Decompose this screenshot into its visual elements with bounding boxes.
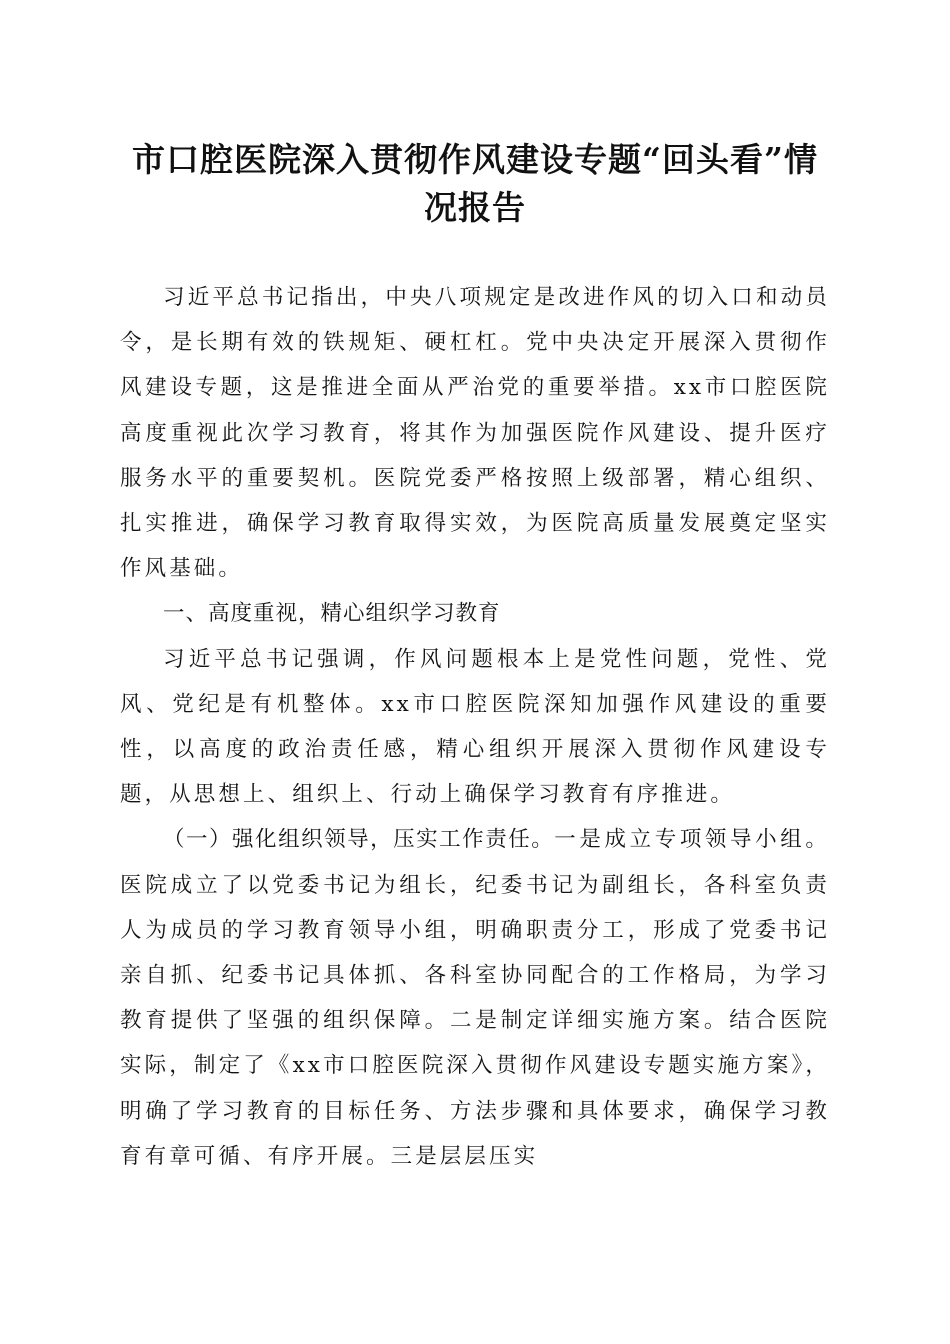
subsection-1-lead: （一）强化组织领导，压实工作责任。 [163, 827, 555, 853]
subsection-1-body: 一是成立专项领导小组。医院成立了以党委书记为组长，纪委书记为副组长，各科室负责人为成员的学习教育领导小组，明确职责分工，形成了党委书记亲自抓、纪委书记具体抓、各科室协同配合的工作格局，为学习教育提供了坚强的组织保障。二是制定详细实施方案。结合医院实际，制定了《xx市口腔医院深入贯彻作风建设专题实施方案》，明确了学习教育的目标任务、方法步骤和具体要求，确保学习教育有章可循、有序开展。三是层层压实 [120, 827, 830, 1169]
document-title: 市口腔医院深入贯彻作风建设专题“回头看”情况报告 [132, 140, 818, 227]
intro-paragraph: 习近平总书记指出，中央八项规定是改进作风的切入口和动员令，是长期有效的铁规矩、硬杠杠。党中央决定开展深入贯彻作风建设专题，这是推进全面从严治党的重要举措。xx市口腔医院高度重视此次学习教育，将其作为加强医院作风建设、提升医疗服务水平的重要契机。医院党委严格按照上级部署，精心组织、扎实推进，确保学习教育取得实效，为医院高质量发展奠定坚实作风基础。 [120, 285, 830, 582]
section-1-paragraph: 习近平总书记强调，作风问题根本上是党性问题，党性、党风、党纪是有机整体。xx市口腔医院深知加强作风建设的重要性，以高度的政治责任感，精心组织开展深入贯彻作风建设专题，从思想上、组织上、行动上确保学习教育有序推进。 [120, 646, 830, 808]
subsection-1-paragraph [120, 817, 830, 1179]
document-body [120, 275, 830, 1179]
section-heading-1: 一、高度重视，精心组织学习教育 [163, 601, 501, 627]
